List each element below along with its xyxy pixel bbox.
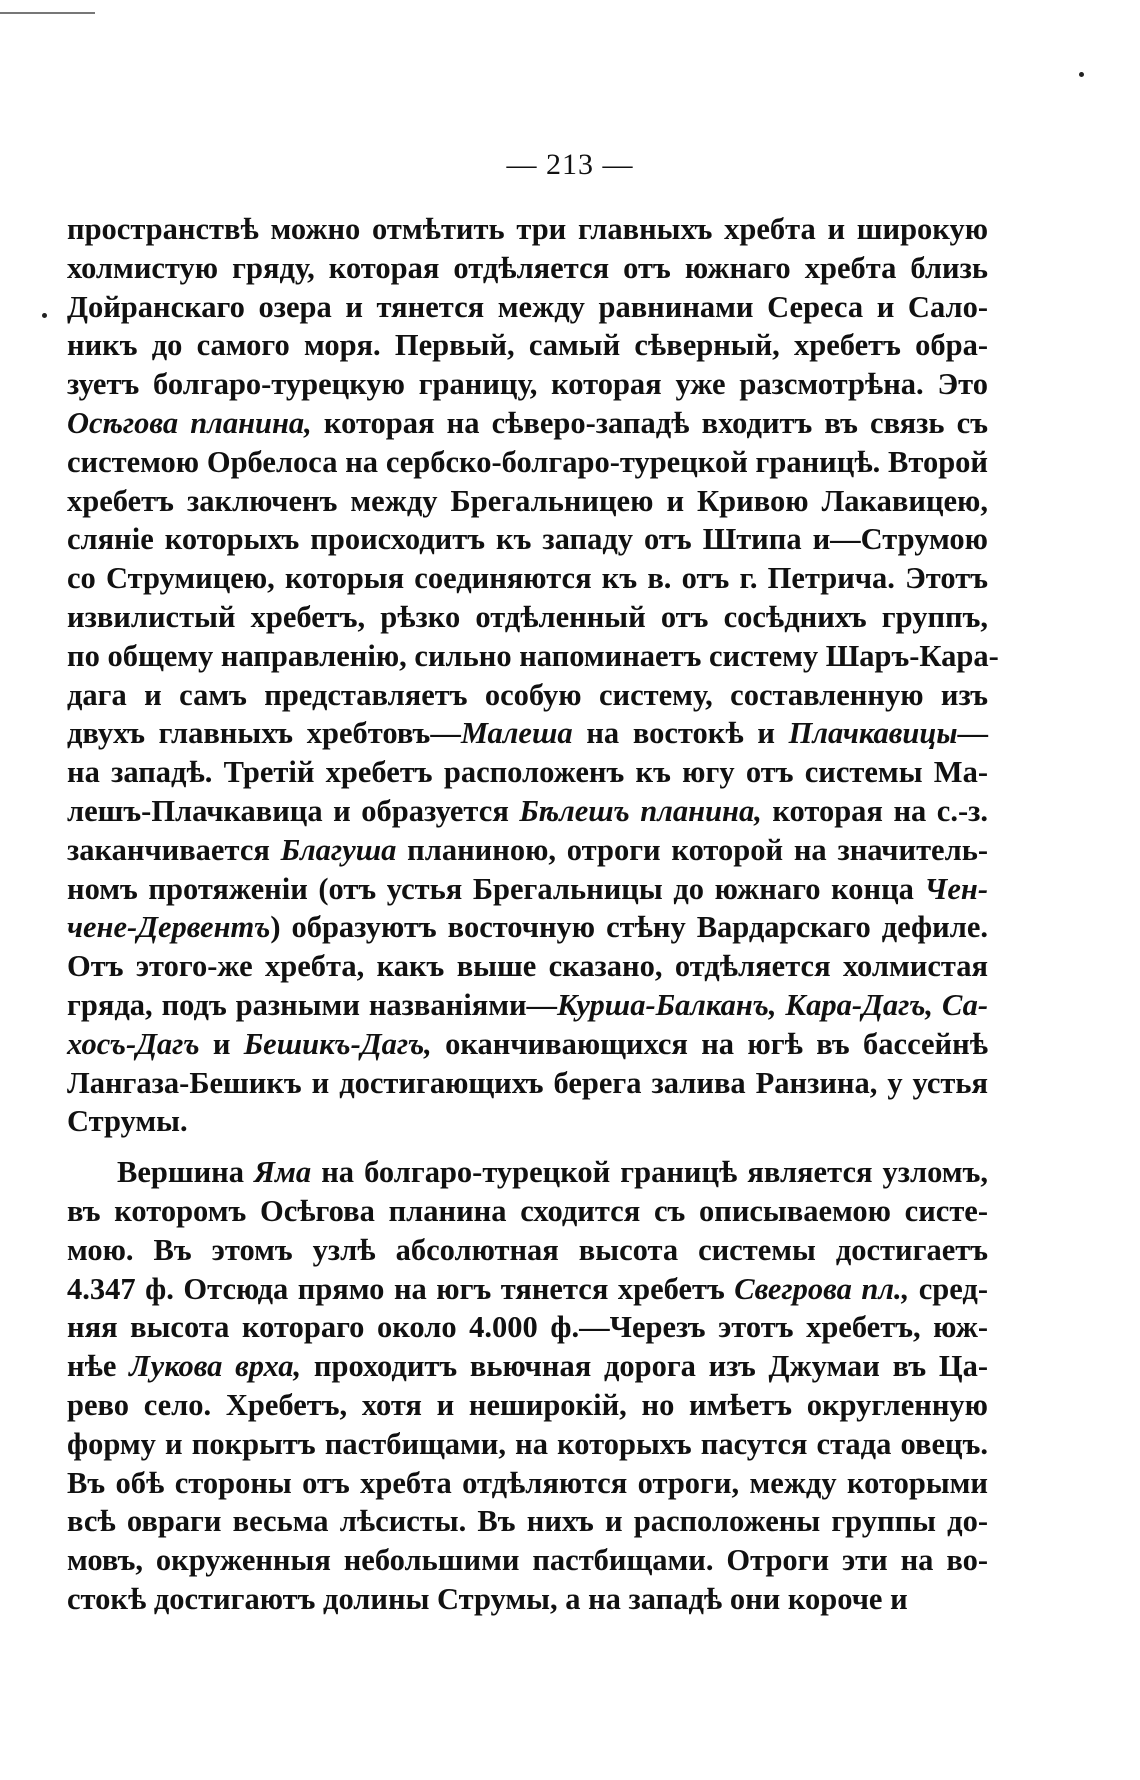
line-text: сляніе которыхъ происходитъ къ западу отъ Штипа и—Струмою (67, 522, 988, 557)
text-line (67, 1231, 988, 1270)
line-text: пространствѣ можно отмѣтить три главныхъ хребта и широкую (67, 212, 988, 246)
text-line (67, 1270, 988, 1309)
line-text: со Струмицею, которыя соединяются къ в. отъ г. Петрича. Этотъ (67, 561, 988, 596)
line-text: двухъ главныхъ хребтовъ— (67, 716, 461, 751)
top-rule (0, 12, 95, 14)
line-text: проходитъ вьючная дорога изъ Джумаи въ Ца- (301, 1349, 988, 1384)
line-text: никъ до самого моря. Первый, самый сѣверный, хребетъ обра- (67, 328, 988, 363)
text-line (67, 1153, 988, 1192)
text-line (67, 1502, 988, 1541)
line-text: на западѣ. Третій хребетъ расположенъ къ югу отъ системы Ма- (67, 755, 988, 790)
line-text: Отъ этого-же хребта, какъ выше сказано, отдѣляется холмистая (67, 949, 988, 984)
line-text: хребетъ заключенъ между Брегальницею и Кривою Лакавицею, (67, 483, 988, 518)
line-text: холмистую гряду, которая отдѣляется отъ южнаго хребта близь (67, 250, 988, 285)
line-text: мою. Въ этомъ узлѣ абсолютная высота системы достигаетъ (67, 1232, 988, 1267)
text-line (67, 1308, 988, 1347)
line-text: Лангаза-Бешикъ и достигающихъ берега залива Ранзина, у устья (67, 1065, 988, 1100)
ink-speck (1079, 72, 1084, 77)
italic-term: Лукова врха, (129, 1349, 302, 1384)
line-text: Вершина (117, 1155, 255, 1190)
line-text: которая на с.-з. (761, 793, 989, 828)
text-line (67, 210, 988, 249)
text-line (67, 559, 988, 598)
text-line (67, 1386, 988, 1425)
text-line (67, 637, 999, 676)
italic-term: Яма (254, 1155, 312, 1190)
text-line (67, 1025, 988, 1064)
page-body (67, 210, 999, 1619)
text-line (67, 676, 988, 715)
text-line (67, 1347, 988, 1386)
text-line (67, 753, 988, 792)
line-text: ) образуютъ восточную стѣну Вардарскаго дефиле. (270, 910, 988, 945)
text-line (67, 792, 988, 831)
italic-term: Бешикъ-Дагъ, (243, 1026, 432, 1061)
page-number: — 213 — (506, 148, 634, 181)
text-line (67, 249, 988, 288)
line-text: рево село. Хребетъ, хотя и неширокій, но имѣетъ округленную (67, 1387, 988, 1422)
line-text: 4.347 ф. Отсюда прямо на югъ тянется хребетъ (67, 1271, 735, 1306)
italic-term: Чен- (924, 871, 988, 906)
text-line (67, 1580, 988, 1619)
text-line (67, 404, 988, 443)
line-text: зуетъ болгаро-турецкую границу, которая уже разсмотрѣна. Это (67, 367, 988, 402)
text-line (67, 482, 988, 521)
line-text: мовъ, окруженныя небольшими пастбищами. Отроги эти на во- (67, 1543, 988, 1578)
text-line (67, 714, 988, 753)
margin-mark (42, 313, 47, 318)
text-line (67, 870, 988, 909)
text-line (67, 598, 988, 637)
line-text: которая на сѣверо-западѣ входитъ въ связь съ (311, 405, 989, 440)
line-text: форму и покрытъ пастбищами, на которыхъ пасутся стада овецъ. (67, 1426, 988, 1461)
italic-term: Плачкавицы (788, 716, 958, 751)
line-text: по общему направленію, сильно напоминаетъ систему Шаръ-Кара- (67, 638, 999, 673)
text-line (67, 520, 988, 559)
text-line (67, 326, 988, 365)
italic-term: Осѣгова планина, (67, 405, 312, 440)
line-text: няя высота котораго около 4.000 ф.—Черезъ этотъ хребетъ, юж- (67, 1310, 988, 1345)
italic-term: Курша-Балканъ, Кара-Дагъ, Са- (557, 987, 988, 1022)
paragraph-2 (67, 1153, 988, 1619)
line-text: на болгаро-турецкой границѣ является узломъ, (311, 1155, 988, 1190)
italic-term: Малеша (460, 716, 573, 751)
text-line (67, 908, 988, 947)
line-text: планиною, отроги которой на значитель- (396, 832, 988, 867)
italic-term: чене-Дервентъ (67, 910, 271, 945)
line-text: извилистый хребетъ, рѣзко отдѣленный отъ сосѣднихъ группъ, (67, 599, 988, 634)
line-text: въ которомъ Осѣгова планина сходится съ описываемою систе- (67, 1193, 988, 1228)
italic-term: Бѣлешъ планина, (519, 793, 762, 828)
line-text: Струмы. (67, 1104, 188, 1139)
italic-term: Свегрова пл., (734, 1271, 910, 1306)
line-text: Дойранскаго озера и тянется между равнинами Сереса и Сало- (67, 289, 988, 324)
text-line (67, 1102, 988, 1141)
line-text: заканчивается (67, 832, 281, 867)
paragraph-1 (67, 210, 999, 1141)
line-text: на востокѣ и (572, 716, 789, 751)
line-text: оканчивающихся на югѣ въ бассейнѣ (431, 1026, 988, 1061)
text-line (67, 1064, 988, 1103)
text-line (67, 1541, 988, 1580)
text-line (67, 831, 988, 870)
line-text: стокѣ достигаютъ долины Струмы, а на западѣ они короче и (67, 1581, 908, 1616)
text-line (67, 1192, 988, 1231)
line-text: и (199, 1026, 244, 1061)
line-text: Въ обѣ стороны отъ хребта отдѣляются отроги, между которыми (67, 1465, 988, 1500)
text-line (67, 1425, 988, 1464)
text-line (67, 947, 988, 986)
text-line (67, 986, 988, 1025)
line-text: номъ протяженіи (отъ устья Брегальницы до южнаго конца (67, 871, 925, 906)
line-text: системою Орбелоса на сербско-болгаро-турецкой границѣ. Второй (67, 444, 988, 479)
text-line (67, 443, 988, 482)
line-text: нѣе (67, 1349, 130, 1384)
text-line (67, 1464, 988, 1503)
line-text: дага и самъ представляетъ особую систему, составленную изъ (67, 677, 988, 712)
line-text: гряда, подъ разными названіями— (67, 987, 558, 1022)
italic-term: Благуша (280, 832, 397, 867)
line-text: — (957, 716, 989, 751)
italic-term: хосъ-Дагъ (67, 1026, 200, 1061)
text-line (67, 365, 988, 404)
paragraph-gap (67, 1141, 988, 1153)
line-text: сред- (909, 1271, 988, 1306)
text-line (67, 288, 988, 327)
line-text: лешъ-Плачкавица и образуется (67, 793, 520, 828)
line-text: всѣ овраги весьма лѣсисты. Въ нихъ и расположены группы до- (67, 1504, 988, 1539)
